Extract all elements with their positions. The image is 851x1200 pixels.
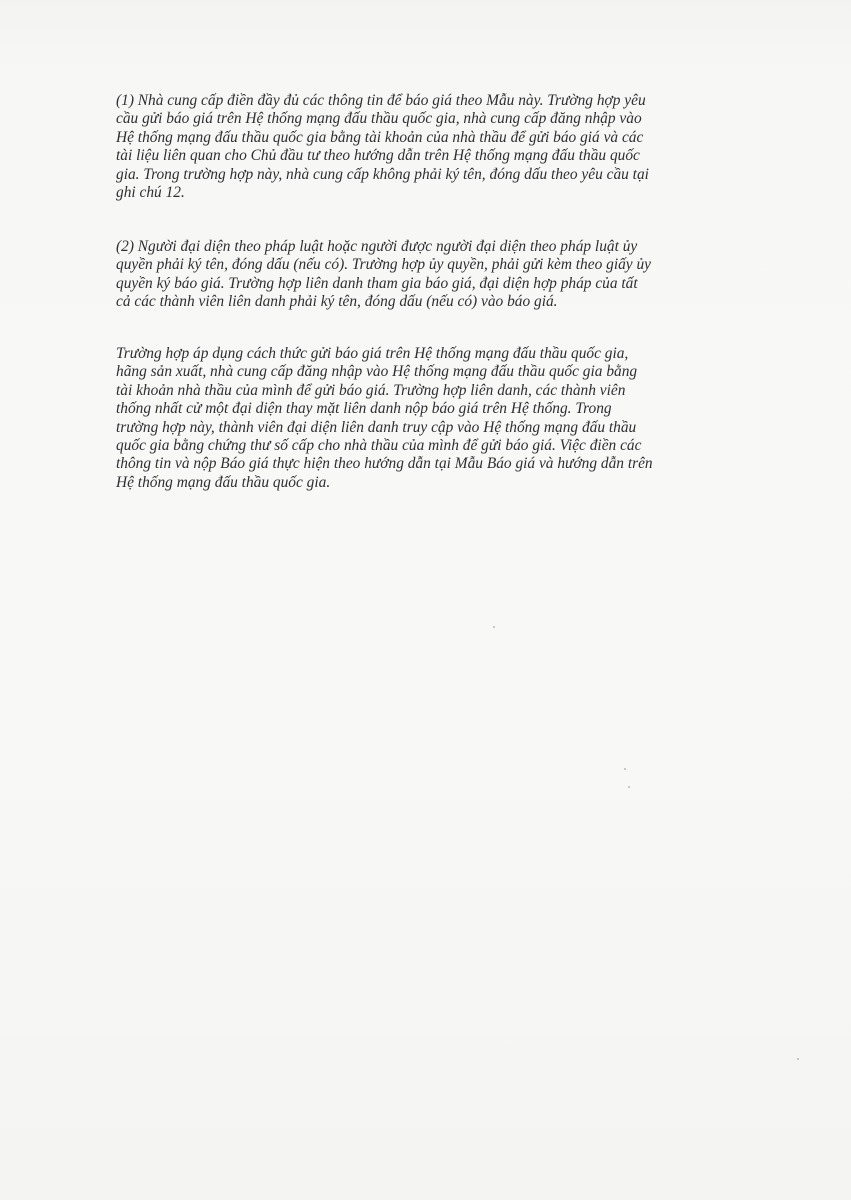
paragraph-line: trường hợp này, thành viên đại diện liên danh truy cập vào Hệ thống mạng đấu thầu bbox=[116, 418, 637, 436]
note-paragraph-3 bbox=[116, 345, 756, 492]
paragraph-line: ghi chú 12. bbox=[116, 184, 185, 202]
paragraph-line: quyền ký báo giá. Trường hợp liên danh tham gia báo giá, đại diện hợp pháp của tất bbox=[116, 274, 638, 292]
paragraph-line: tài khoản nhà thầu của mình để gửi báo giá. Trường hợp liên danh, các thành viên bbox=[116, 381, 626, 399]
note-paragraph-1 bbox=[116, 92, 756, 202]
paragraph-line: quốc gia bằng chứng thư số cấp cho nhà thầu của mình để gửi báo giá. Việc điền các bbox=[116, 437, 642, 455]
scan-speck bbox=[493, 626, 495, 628]
paragraph-line: Hệ thống mạng đấu thầu quốc gia. bbox=[116, 473, 331, 491]
scan-speck bbox=[628, 786, 630, 788]
paragraph-line: Hệ thống mạng đấu thầu quốc gia bằng tài khoản của nhà thầu để gửi báo giá và các bbox=[116, 128, 644, 146]
paragraph-line: cả các thành viên liên danh phải ký tên, đóng dấu (nếu có) vào báo giá. bbox=[116, 293, 558, 311]
paragraph-line: quyền phải ký tên, đóng dấu (nếu có). Trường hợp ủy quyền, phải gửi kèm theo giấy ủy bbox=[116, 256, 651, 274]
paragraph-line: Trường hợp áp dụng cách thức gửi báo giá trên Hệ thống mạng đấu thầu quốc gia, bbox=[116, 345, 629, 362]
paragraph-line: (2) Người đại diện theo pháp luật hoặc người được người đại diện theo pháp luật ủy bbox=[116, 238, 638, 255]
paragraph-line: (1) Nhà cung cấp điền đầy đủ các thông tin để báo giá theo Mẫu này. Trường hợp yêu bbox=[116, 92, 646, 109]
paragraph-line: cầu gửi báo giá trên Hệ thống mạng đấu thầu quốc gia, nhà cung cấp đăng nhập vào bbox=[116, 110, 642, 128]
scan-speck bbox=[797, 1058, 799, 1060]
paragraph-line: gia. Trong trường hợp này, nhà cung cấp không phải ký tên, đóng dấu theo yêu cầu tại bbox=[116, 165, 649, 183]
note-paragraph-2 bbox=[116, 238, 756, 312]
paragraph-line: thống nhất cử một đại diện thay mặt liên danh nộp báo giá trên Hệ thống. Trong bbox=[116, 400, 612, 418]
paragraph-line: thông tin và nộp Báo giá thực hiện theo hướng dẫn tại Mẫu Báo giá và hướng dẫn trên bbox=[116, 455, 653, 473]
paragraph-line: tài liệu liên quan cho Chủ đầu tư theo hướng dẫn trên Hệ thống mạng đấu thầu quốc bbox=[116, 147, 640, 165]
scan-speck bbox=[624, 768, 626, 770]
paragraph-line: hãng sản xuất, nhà cung cấp đăng nhập vào Hệ thống mạng đấu thầu quốc gia bằng bbox=[116, 363, 638, 381]
